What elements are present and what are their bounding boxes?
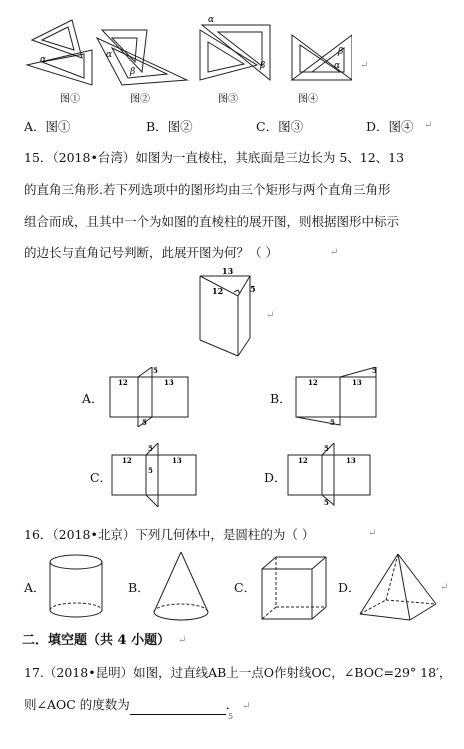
q16-cylinder[interactable] bbox=[44, 552, 108, 622]
para-mark: ↵ bbox=[266, 310, 275, 321]
q15-net-a[interactable] bbox=[108, 367, 192, 427]
q15-net-d-label-5-bottom: 5 bbox=[324, 498, 329, 507]
q15-net-b-label-5-top: 5 bbox=[372, 367, 377, 375]
q14-figures bbox=[22, 10, 352, 110]
q14-option-d[interactable]: D．图④ bbox=[366, 119, 414, 134]
q14-fig2-label: 图② bbox=[130, 94, 150, 105]
para-mark: ↵ bbox=[440, 582, 449, 593]
para-mark: ↵ bbox=[368, 528, 377, 539]
q14-fig3 bbox=[200, 25, 270, 80]
q14-fig4-label: 图④ bbox=[298, 94, 318, 105]
q16-pyramid-svg bbox=[356, 550, 440, 624]
q15-net-c-label-5-bottom: 5 bbox=[148, 466, 153, 475]
q17-stem-line2-end: ． bbox=[225, 697, 239, 712]
section-2-title: 二．填空题（共 4 小题） bbox=[22, 633, 171, 648]
q14-fig1 bbox=[27, 20, 92, 85]
q15-net-c-label-12: 12 bbox=[122, 456, 132, 465]
q17-answer-blank[interactable] bbox=[130, 702, 226, 715]
q15-net-d[interactable] bbox=[286, 443, 374, 507]
q15-net-c-label-5-top: 5 bbox=[148, 444, 153, 453]
q14-option-b[interactable]: B．图② bbox=[146, 119, 193, 134]
page-number: 5 bbox=[228, 712, 234, 721]
q15-net-a-label-13: 13 bbox=[164, 378, 174, 387]
q15-stem-line3: 组合而成，且其中一个为如图的直棱柱的展开图，则根据图形中标示 bbox=[24, 214, 400, 229]
q15-stem-line4: 的边长与直角记号判断，此展开图为何？（ ） bbox=[24, 245, 278, 260]
para-mark: ↵ bbox=[424, 120, 433, 131]
q15-net-d-label-13: 13 bbox=[346, 456, 356, 465]
q17-stem-line1: 17.（2018•昆明）如图，过直线AB上一点O作射线OC，∠BOC=29° 18′， bbox=[24, 665, 452, 680]
q15-net-a-label-5-top: 5 bbox=[153, 367, 158, 375]
q15-prism-label-13: 13 bbox=[222, 266, 234, 276]
q14-fig3-label: 图③ bbox=[218, 94, 238, 105]
q15-prism-figure bbox=[194, 266, 266, 358]
q17-stem-line2-text: 则∠AOC 的度数为 bbox=[24, 697, 130, 712]
q15-prism-label-12: 12 bbox=[212, 286, 224, 296]
q15-prism-svg bbox=[194, 266, 266, 358]
q15-net-a-label-5-bottom: 5 bbox=[142, 418, 147, 427]
q16-option-c-letter[interactable]: C． bbox=[234, 580, 257, 595]
q15-net-a-svg bbox=[108, 367, 192, 427]
q15-net-d-label-5-top: 5 bbox=[324, 444, 329, 453]
q15-option-b-letter[interactable]: B． bbox=[270, 391, 292, 406]
para-mark: ↵ bbox=[178, 635, 187, 646]
q15-stem-line1: 15．（2018•台湾）如图为一直棱柱，其底面是三边长为 5、12、13 bbox=[24, 150, 405, 165]
q14-fig2-beta: β bbox=[130, 67, 136, 77]
q15-option-a-letter[interactable]: A． bbox=[82, 391, 104, 406]
q15-net-b[interactable] bbox=[294, 367, 380, 427]
q15-stem-line2: 的直角三角形.若下列选项中的图形均由三个矩形与两个直角三角形 bbox=[24, 182, 391, 197]
q16-cone[interactable] bbox=[150, 548, 212, 624]
q14-fig4-beta: β bbox=[338, 47, 344, 57]
q16-option-b-letter[interactable]: B． bbox=[128, 580, 150, 595]
para-mark: ↵ bbox=[360, 60, 369, 71]
q15-option-c-letter[interactable]: C． bbox=[90, 470, 113, 485]
q16-option-d-letter[interactable]: D． bbox=[338, 580, 361, 595]
q14-option-c[interactable]: C．图③ bbox=[256, 119, 304, 134]
q15-net-b-label-5-bottom: 5 bbox=[330, 418, 335, 427]
q14-option-a[interactable]: A．图① bbox=[24, 119, 71, 134]
para-mark: ↵ bbox=[330, 247, 339, 258]
q15-net-d-svg bbox=[286, 443, 374, 507]
q15-net-c[interactable] bbox=[110, 443, 200, 507]
q15-net-d-label-12: 12 bbox=[298, 456, 308, 465]
q16-stem: 16．（2018•北京）下列几何体中，是圆柱的为（ ） bbox=[24, 527, 315, 542]
q16-cube-svg bbox=[258, 553, 330, 623]
q15-net-c-svg bbox=[110, 443, 200, 507]
q15-prism-label-5: 5 bbox=[250, 284, 256, 294]
q16-cone-svg bbox=[150, 548, 212, 624]
q14-fig3-alpha: α bbox=[208, 15, 215, 25]
q14-fig2-alpha: α bbox=[106, 50, 113, 60]
q16-option-a-letter[interactable]: A． bbox=[24, 580, 46, 595]
q17-stem-line2 bbox=[24, 697, 251, 715]
q16-cube[interactable] bbox=[258, 553, 330, 623]
para-mark: ↵ bbox=[242, 701, 251, 712]
q14-figure-strip bbox=[22, 10, 352, 110]
q15-net-a-label-12: 12 bbox=[118, 378, 128, 387]
q14-fig1-label: 图① bbox=[60, 94, 80, 105]
q15-net-b-svg bbox=[294, 367, 380, 427]
q14-fig3-beta: β bbox=[260, 61, 266, 71]
q14-fig4-alpha: α bbox=[334, 61, 341, 71]
q16-cylinder-svg bbox=[44, 552, 108, 622]
q15-net-c-label-13: 13 bbox=[172, 456, 182, 465]
q15-net-b-label-12: 12 bbox=[308, 378, 318, 387]
q14-fig1-alpha: α bbox=[40, 55, 47, 65]
q14-fig4 bbox=[292, 35, 352, 80]
q16-pyramid[interactable] bbox=[356, 550, 440, 624]
q15-option-d-letter[interactable]: D． bbox=[264, 470, 287, 485]
q15-net-b-label-13: 13 bbox=[352, 378, 362, 387]
